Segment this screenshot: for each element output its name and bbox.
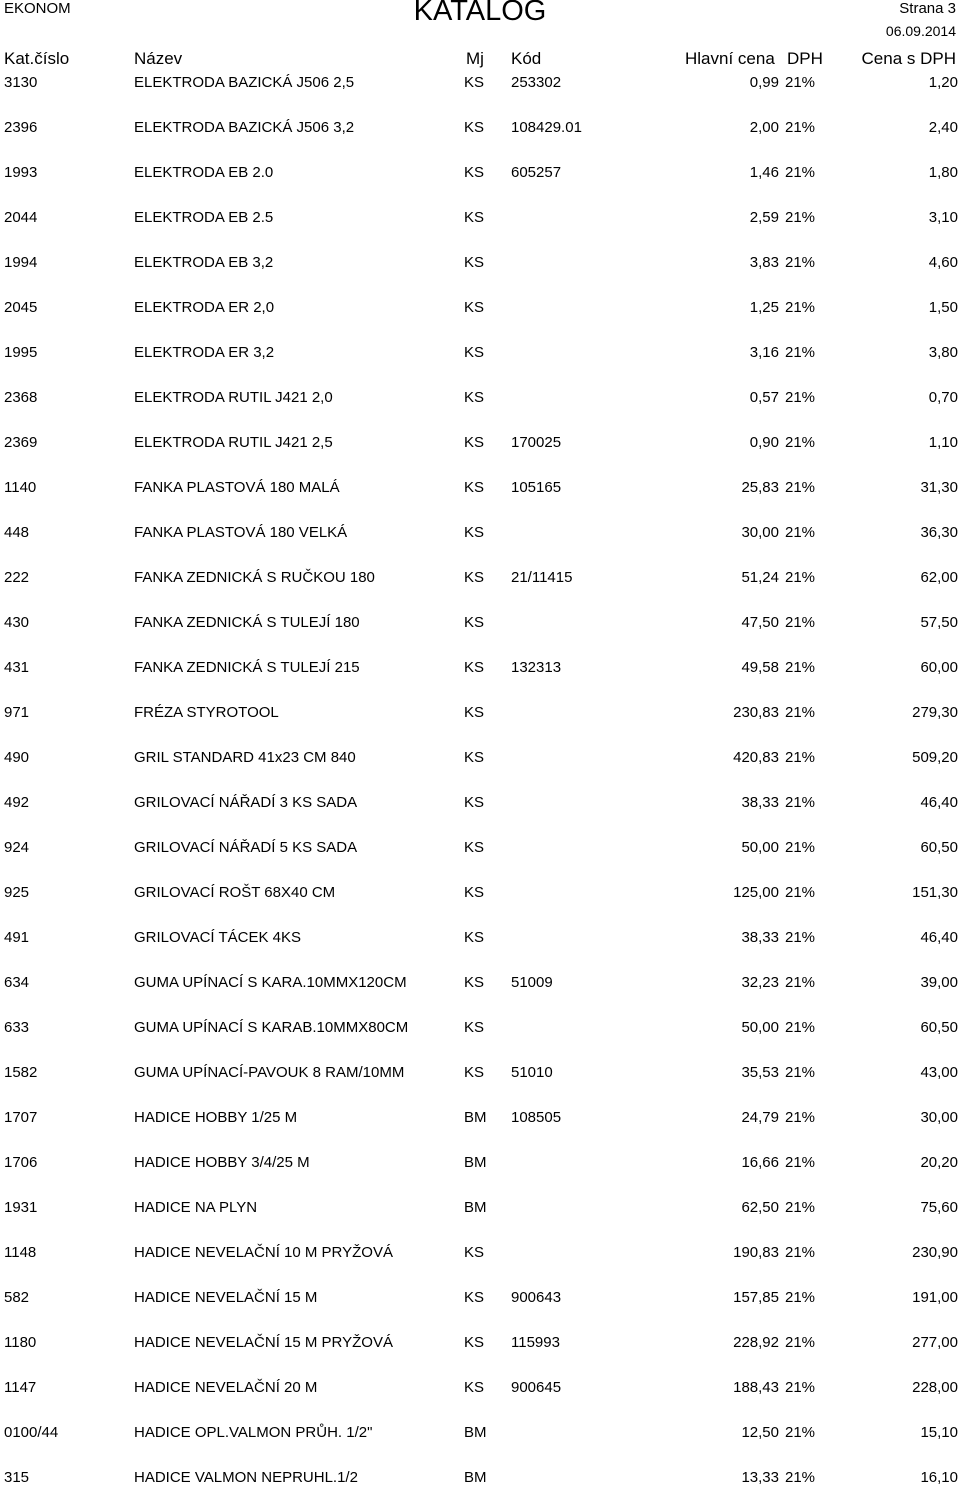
cell-mj: KS	[464, 704, 485, 721]
table-row	[0, 927, 960, 949]
cell-mj: KS	[464, 209, 485, 226]
cell-dph: 21%	[785, 1199, 816, 1216]
cell-dph: 21%	[785, 479, 816, 496]
cell-kod: 170025	[511, 434, 562, 451]
document-date: 06.09.2014	[885, 23, 956, 39]
cell-cena-s-dph: 1,50	[928, 299, 958, 316]
table-row	[0, 72, 960, 94]
cell-mj: KS	[464, 479, 485, 496]
cell-hlavni-cena: 50,00	[741, 1019, 779, 1036]
cell-kod: 51010	[511, 1064, 553, 1081]
cell-dph: 21%	[785, 974, 816, 991]
cell-nazev: ELEKTRODA BAZICKÁ J506 3,2	[134, 119, 355, 136]
cell-hlavni-cena: 0,99	[749, 74, 779, 91]
cell-cena-s-dph: 15,10	[920, 1424, 958, 1441]
table-row	[0, 342, 960, 364]
cell-cena-s-dph: 75,60	[920, 1199, 958, 1216]
cell-cena-s-dph: 277,00	[912, 1334, 958, 1351]
cell-mj: KS	[464, 119, 485, 136]
cell-kat-cislo: 448	[4, 524, 30, 541]
cell-dph: 21%	[785, 1019, 816, 1036]
table-row	[0, 1017, 960, 1039]
table-row	[0, 1152, 960, 1174]
cell-nazev: FANKA PLASTOVÁ 180 MALÁ	[134, 479, 340, 496]
cell-kat-cislo: 1706	[4, 1154, 38, 1171]
cell-dph: 21%	[785, 209, 816, 226]
cell-dph: 21%	[785, 1289, 816, 1306]
cell-mj: BM	[464, 1424, 487, 1441]
table-row	[0, 837, 960, 859]
cell-mj: KS	[464, 1289, 485, 1306]
cell-nazev: HADICE NA PLYN	[134, 1199, 258, 1216]
cell-kat-cislo: 1582	[4, 1064, 38, 1081]
cell-hlavni-cena: 32,23	[741, 974, 779, 991]
cell-kod: 605257	[511, 164, 562, 181]
cell-nazev: ELEKTRODA EB 2.5	[134, 209, 274, 226]
cell-mj: KS	[464, 1244, 485, 1261]
cell-cena-s-dph: 191,00	[912, 1289, 958, 1306]
cell-nazev: FANKA ZEDNICKÁ S TULEJÍ 215	[134, 659, 360, 676]
table-row	[0, 477, 960, 499]
cell-mj: KS	[464, 524, 485, 541]
cell-dph: 21%	[785, 839, 816, 856]
cell-kat-cislo: 582	[4, 1289, 30, 1306]
cell-dph: 21%	[785, 119, 816, 136]
cell-dph: 21%	[785, 1244, 816, 1261]
cell-mj: KS	[464, 974, 485, 991]
cell-dph: 21%	[785, 614, 816, 631]
table-row	[0, 522, 960, 544]
table-row	[0, 972, 960, 994]
cell-hlavni-cena: 2,59	[749, 209, 779, 226]
cell-hlavni-cena: 49,58	[741, 659, 779, 676]
cell-nazev: HADICE NEVELAČNÍ 20 M	[134, 1379, 318, 1396]
cell-cena-s-dph: 60,00	[920, 659, 958, 676]
cell-dph: 21%	[785, 1469, 816, 1486]
cell-hlavni-cena: 0,90	[749, 434, 779, 451]
cell-nazev: ELEKTRODA EB 2.0	[134, 164, 274, 181]
cell-dph: 21%	[785, 524, 816, 541]
cell-mj: KS	[464, 1334, 485, 1351]
cell-nazev: HADICE NEVELAČNÍ 15 M PRYŽOVÁ	[134, 1334, 393, 1351]
table-row	[0, 747, 960, 769]
cell-dph: 21%	[785, 749, 816, 766]
cell-kat-cislo: 222	[4, 569, 30, 586]
cell-hlavni-cena: 420,83	[733, 749, 779, 766]
cell-cena-s-dph: 151,30	[912, 884, 958, 901]
cell-cena-s-dph: 62,00	[920, 569, 958, 586]
cell-kat-cislo: 1931	[4, 1199, 38, 1216]
cell-nazev: FANKA ZEDNICKÁ S TULEJÍ 180	[134, 614, 360, 631]
cell-hlavni-cena: 16,66	[741, 1154, 779, 1171]
cell-hlavni-cena: 1,25	[749, 299, 779, 316]
table-row	[0, 1197, 960, 1219]
cell-nazev: GRIL STANDARD 41x23 CM 840	[134, 749, 356, 766]
cell-dph: 21%	[785, 389, 816, 406]
column-header-vat: DPH	[787, 49, 823, 68]
cell-nazev: FANKA PLASTOVÁ 180 VELKÁ	[134, 524, 348, 541]
table-row	[0, 117, 960, 139]
cell-cena-s-dph: 2,40	[928, 119, 958, 136]
cell-hlavni-cena: 1,46	[749, 164, 779, 181]
table-row	[0, 882, 960, 904]
cell-kod: 900643	[511, 1289, 562, 1306]
cell-cena-s-dph: 1,20	[928, 74, 958, 91]
cell-mj: KS	[464, 1019, 485, 1036]
cell-kat-cislo: 924	[4, 839, 30, 856]
cell-cena-s-dph: 3,10	[928, 209, 958, 226]
cell-kod: 900645	[511, 1379, 562, 1396]
document-title: KATALOG	[413, 0, 547, 27]
cell-mj: BM	[464, 1109, 487, 1126]
cell-kat-cislo: 2369	[4, 434, 38, 451]
cell-mj: KS	[464, 569, 485, 586]
cell-hlavni-cena: 2,00	[749, 119, 779, 136]
table-row	[0, 297, 960, 319]
cell-kat-cislo: 492	[4, 794, 30, 811]
cell-kat-cislo: 2396	[4, 119, 38, 136]
cell-mj: KS	[464, 929, 485, 946]
cell-kat-cislo: 925	[4, 884, 30, 901]
company-name: EKONOM	[4, 0, 71, 17]
cell-kat-cislo: 2368	[4, 389, 38, 406]
cell-kat-cislo: 1707	[4, 1109, 38, 1126]
cell-kod: 253302	[511, 74, 562, 91]
cell-hlavni-cena: 47,50	[741, 614, 779, 631]
cell-kod: 108429.01	[511, 119, 582, 136]
cell-cena-s-dph: 16,10	[920, 1469, 958, 1486]
cell-mj: KS	[464, 1379, 485, 1396]
cell-cena-s-dph: 46,40	[920, 794, 958, 811]
cell-cena-s-dph: 4,60	[928, 254, 958, 271]
cell-hlavni-cena: 188,43	[733, 1379, 779, 1396]
cell-dph: 21%	[785, 659, 816, 676]
cell-cena-s-dph: 279,30	[912, 704, 958, 721]
cell-nazev: GUMA UPÍNACÍ-PAVOUK 8 RAM/10MM	[134, 1064, 405, 1081]
cell-cena-s-dph: 1,80	[928, 164, 958, 181]
table-row	[0, 1107, 960, 1129]
cell-mj: KS	[464, 74, 485, 91]
column-header-total: Cena s DPH	[861, 49, 956, 68]
cell-kat-cislo: 490	[4, 749, 30, 766]
cell-cena-s-dph: 20,20	[920, 1154, 958, 1171]
table-row	[0, 612, 960, 634]
cell-cena-s-dph: 57,50	[920, 614, 958, 631]
table-row	[0, 1377, 960, 1399]
cell-nazev: HADICE HOBBY 3/4/25 M	[134, 1154, 310, 1171]
cell-cena-s-dph: 31,30	[920, 479, 958, 496]
cell-nazev: GRILOVACÍ ROŠT 68X40 CM	[134, 884, 336, 901]
table-row	[0, 792, 960, 814]
cell-kat-cislo: 431	[4, 659, 30, 676]
cell-cena-s-dph: 3,80	[928, 344, 958, 361]
cell-cena-s-dph: 60,50	[920, 1019, 958, 1036]
cell-dph: 21%	[785, 1154, 816, 1171]
cell-hlavni-cena: 12,50	[741, 1424, 779, 1441]
table-row	[0, 252, 960, 274]
cell-nazev: GRILOVACÍ NÁŘADÍ 3 KS SADA	[134, 794, 358, 811]
cell-dph: 21%	[785, 794, 816, 811]
cell-kat-cislo: 1140	[4, 479, 37, 496]
table-row	[0, 1062, 960, 1084]
cell-kat-cislo: 1148	[4, 1244, 37, 1261]
cell-nazev: HADICE NEVELAČNÍ 10 M PRYŽOVÁ	[134, 1244, 393, 1261]
cell-nazev: ELEKTRODA RUTIL J421 2,5	[134, 434, 333, 451]
cell-kat-cislo: 633	[4, 1019, 30, 1036]
cell-nazev: ELEKTRODA ER 3,2	[134, 344, 275, 361]
cell-kat-cislo: 3130	[4, 74, 38, 91]
cell-mj: BM	[464, 1469, 487, 1486]
column-header-kat: Kat.číslo	[4, 49, 70, 68]
cell-nazev: ELEKTRODA RUTIL J421 2,0	[134, 389, 333, 406]
cell-hlavni-cena: 157,85	[733, 1289, 779, 1306]
cell-hlavni-cena: 3,16	[749, 344, 779, 361]
column-header-mj: Mj	[466, 49, 484, 68]
cell-dph: 21%	[785, 1334, 816, 1351]
cell-nazev: ELEKTRODA ER 2,0	[134, 299, 275, 316]
cell-hlavni-cena: 228,92	[733, 1334, 779, 1351]
cell-dph: 21%	[785, 344, 816, 361]
cell-kat-cislo: 491	[4, 929, 30, 946]
cell-mj: KS	[464, 749, 485, 766]
cell-nazev: GRILOVACÍ TÁCEK 4KS	[134, 929, 301, 946]
cell-cena-s-dph: 36,30	[920, 524, 958, 541]
cell-hlavni-cena: 190,83	[733, 1244, 779, 1261]
cell-kod: 51009	[511, 974, 553, 991]
table-row	[0, 1332, 960, 1354]
cell-dph: 21%	[785, 434, 816, 451]
cell-mj: KS	[464, 164, 485, 181]
cell-dph: 21%	[785, 1379, 816, 1396]
cell-dph: 21%	[785, 1064, 816, 1081]
cell-dph: 21%	[785, 884, 816, 901]
cell-hlavni-cena: 0,57	[749, 389, 779, 406]
cell-kod: 105165	[511, 479, 562, 496]
table-row	[0, 432, 960, 454]
cell-mj: KS	[464, 299, 485, 316]
cell-kat-cislo: 971	[4, 704, 30, 721]
cell-kat-cislo: 634	[4, 974, 30, 991]
cell-cena-s-dph: 30,00	[920, 1109, 958, 1126]
cell-mj: KS	[464, 659, 485, 676]
cell-dph: 21%	[785, 1109, 816, 1126]
cell-kat-cislo: 1994	[4, 254, 38, 271]
cell-dph: 21%	[785, 74, 816, 91]
cell-nazev: HADICE NEVELAČNÍ 15 M	[134, 1289, 318, 1306]
table-row	[0, 702, 960, 724]
cell-nazev: HADICE HOBBY 1/25 M	[134, 1109, 298, 1126]
cell-cena-s-dph: 1,10	[928, 434, 958, 451]
cell-cena-s-dph: 509,20	[912, 749, 958, 766]
cell-hlavni-cena: 30,00	[741, 524, 779, 541]
cell-mj: KS	[464, 614, 485, 631]
column-header-name: Název	[134, 49, 183, 68]
cell-dph: 21%	[785, 254, 816, 271]
cell-hlavni-cena: 230,83	[733, 704, 779, 721]
cell-nazev: GUMA UPÍNACÍ S KARA.10MMX120CM	[134, 974, 407, 991]
cell-mj: KS	[464, 389, 485, 406]
cell-kat-cislo: 1993	[4, 164, 38, 181]
cell-cena-s-dph: 46,40	[920, 929, 958, 946]
table-row	[0, 1242, 960, 1264]
cell-nazev: GUMA UPÍNACÍ S KARAB.10MMX80CM	[134, 1019, 409, 1036]
cell-cena-s-dph: 0,70	[928, 389, 958, 406]
table-row	[0, 1422, 960, 1444]
table-row	[0, 657, 960, 679]
cell-mj: KS	[464, 254, 485, 271]
cell-mj: BM	[464, 1199, 487, 1216]
table-row	[0, 162, 960, 184]
cell-kod: 115993	[511, 1334, 560, 1351]
table-row	[0, 1287, 960, 1309]
cell-hlavni-cena: 35,53	[741, 1064, 779, 1081]
cell-mj: KS	[464, 1064, 485, 1081]
cell-hlavni-cena: 51,24	[741, 569, 779, 586]
cell-kat-cislo: 1180	[4, 1334, 37, 1351]
cell-kat-cislo: 0100/44	[4, 1424, 59, 1441]
cell-cena-s-dph: 230,90	[912, 1244, 958, 1261]
page-number: Strana 3	[899, 0, 956, 17]
cell-hlavni-cena: 38,33	[741, 929, 779, 946]
table-row	[0, 387, 960, 409]
cell-kat-cislo: 1995	[4, 344, 38, 361]
cell-dph: 21%	[785, 164, 816, 181]
cell-kat-cislo: 1147	[4, 1379, 37, 1396]
cell-kod: 108505	[511, 1109, 562, 1126]
cell-hlavni-cena: 24,79	[741, 1109, 779, 1126]
cell-cena-s-dph: 228,00	[912, 1379, 958, 1396]
cell-hlavni-cena: 3,83	[749, 254, 779, 271]
column-header-kod: Kód	[511, 49, 542, 68]
cell-hlavni-cena: 13,33	[741, 1469, 779, 1486]
cell-hlavni-cena: 62,50	[741, 1199, 779, 1216]
cell-mj: KS	[464, 839, 485, 856]
cell-kod: 132313	[511, 659, 562, 676]
cell-dph: 21%	[785, 929, 816, 946]
cell-hlavni-cena: 50,00	[741, 839, 779, 856]
cell-dph: 21%	[785, 704, 816, 721]
cell-dph: 21%	[785, 569, 816, 586]
cell-kat-cislo: 430	[4, 614, 30, 631]
cell-mj: KS	[464, 884, 485, 901]
table-row	[0, 207, 960, 229]
cell-nazev: FANKA ZEDNICKÁ S RUČKOU 180	[134, 569, 375, 586]
cell-dph: 21%	[785, 299, 816, 316]
column-header-price: Hlavní cena	[685, 49, 775, 68]
cell-hlavni-cena: 25,83	[741, 479, 779, 496]
page-header	[0, 0, 960, 72]
cell-kat-cislo: 2044	[4, 209, 38, 226]
cell-cena-s-dph: 60,50	[920, 839, 958, 856]
cell-nazev: ELEKTRODA BAZICKÁ J506 2,5	[134, 74, 355, 91]
cell-nazev: ELEKTRODA EB 3,2	[134, 254, 274, 271]
cell-mj: KS	[464, 794, 485, 811]
cell-cena-s-dph: 43,00	[920, 1064, 958, 1081]
cell-dph: 21%	[785, 1424, 816, 1441]
cell-mj: KS	[464, 434, 485, 451]
cell-mj: BM	[464, 1154, 487, 1171]
cell-cena-s-dph: 39,00	[920, 974, 958, 991]
cell-nazev: HADICE VALMON NEPRUHL.1/2	[134, 1469, 358, 1486]
cell-nazev: HADICE OPL.VALMON PRŮH. 1/2"	[134, 1424, 373, 1441]
cell-kat-cislo: 315	[4, 1469, 30, 1486]
cell-nazev: GRILOVACÍ NÁŘADÍ 5 KS SADA	[134, 839, 358, 856]
cell-kat-cislo: 2045	[4, 299, 38, 316]
table-row	[0, 567, 960, 589]
cell-hlavni-cena: 38,33	[741, 794, 779, 811]
cell-hlavni-cena: 125,00	[733, 884, 779, 901]
cell-nazev: FRÉZA STYROTOOL	[134, 704, 279, 721]
cell-mj: KS	[464, 344, 485, 361]
cell-kod: 21/11415	[511, 569, 573, 586]
